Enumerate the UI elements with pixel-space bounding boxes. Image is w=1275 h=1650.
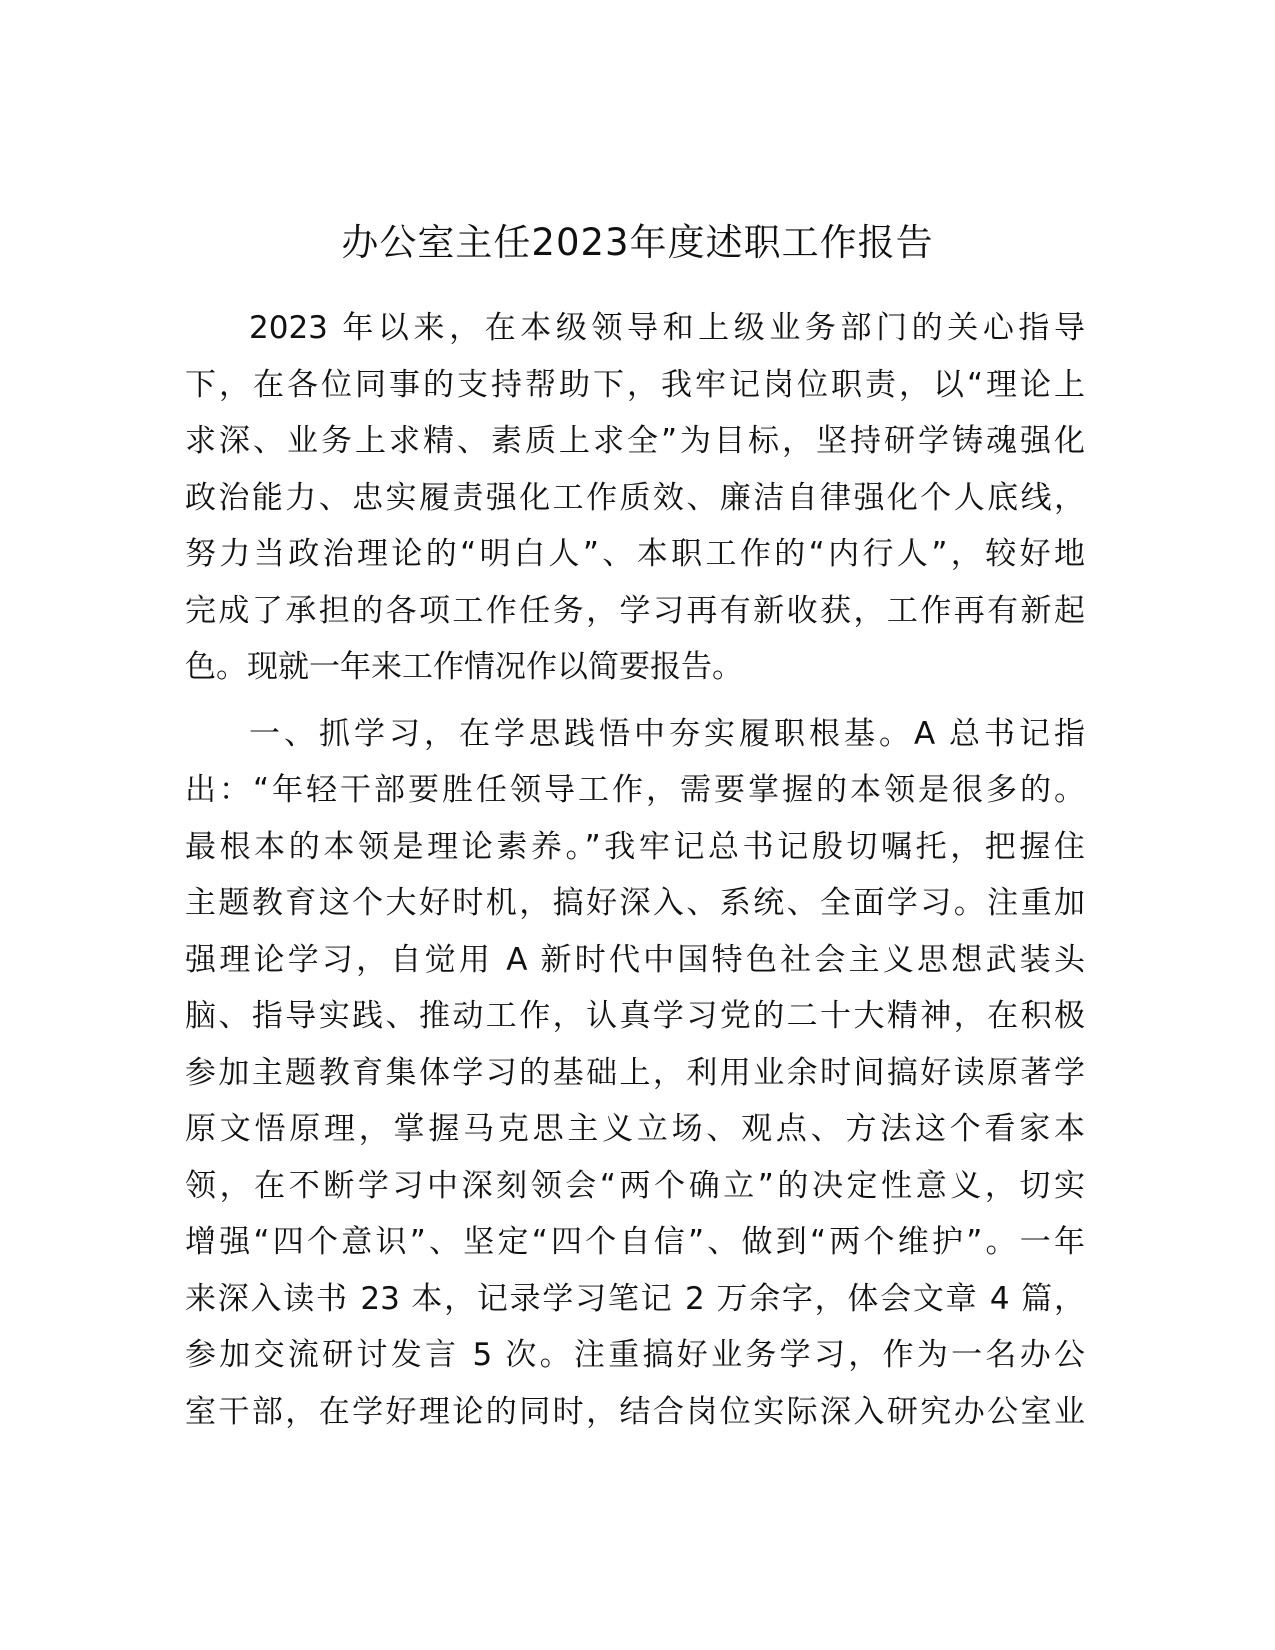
text-line: 政治能力、忠实履责强化工作质效、廉洁自律强化个人底线， <box>185 479 1085 516</box>
text-line: 2023 年以来，在本级领导和上级业务部门的关心指导 <box>249 310 1085 346</box>
text-line: 参加交流研讨发言 5 次。注重搞好业务学习，作为一名办公 <box>185 1337 1085 1373</box>
text-line: 来深入读书 23 本，记录学习笔记 2 万余字，体会文章 4 篇， <box>185 1280 1085 1317</box>
text-line: 原文悟原理，掌握马克思主义立场、观点、方法这个看家本 <box>185 1111 1085 1147</box>
text-line: 领，在不断学习中深刻领会“两个确立”的决定性意义，切实 <box>185 1167 1085 1204</box>
text-line: 努力当政治理论的“明白人”、本职工作的“内行人”，较好地 <box>185 536 1085 572</box>
text-line: 主题教育这个大好时机，搞好深入、系统、全面学习。注重加 <box>185 885 1085 921</box>
text-line: 一、抓学习，在学思践悟中夯实履职根基。A 总书记指 <box>249 715 1085 752</box>
text-line: 色。现就一年来工作情况作以简要报告。 <box>185 649 743 685</box>
text-line: 完成了承担的各项工作任务，学习再有新收获，工作再有新起 <box>185 592 1085 629</box>
document-body <box>185 300 1085 1440</box>
document-title: 办公室主任2023年度述职工作报告 <box>341 221 934 264</box>
text-line: 下，在各位同事的支持帮助下，我牢记岗位职责，以“理论上 <box>185 366 1085 403</box>
text-line: 强理论学习，自觉用 A 新时代中国特色社会主义思想武装头 <box>185 941 1085 978</box>
text-line: 出：“年轻干部要胜任领导工作，需要掌握的本领是很多的。 <box>185 772 1085 808</box>
text-line: 室干部，在学好理论的同时，结合岗位实际深入研究办公室业 <box>185 1393 1085 1430</box>
text-line: 增强“四个意识”、坚定“四个自信”、做到“两个维护”。一年 <box>185 1224 1085 1260</box>
text-line: 求深、业务上求精、素质上求全”为目标，坚持研学铸魂强化 <box>185 423 1085 459</box>
paragraph-intro <box>185 300 1085 696</box>
text-line: 参加主题教育集体学习的基础上，利用业余时间搞好读原著学 <box>185 1054 1085 1091</box>
paragraph-section-one <box>185 706 1085 1441</box>
text-line: 最根本的本领是理论素养。”我牢记总书记殷切嘱托，把握住 <box>185 828 1085 865</box>
paragraph-spacer <box>185 696 1085 706</box>
text-line: 脑、指导实践、推动工作，认真学习党的二十大精神，在积极 <box>185 998 1085 1034</box>
